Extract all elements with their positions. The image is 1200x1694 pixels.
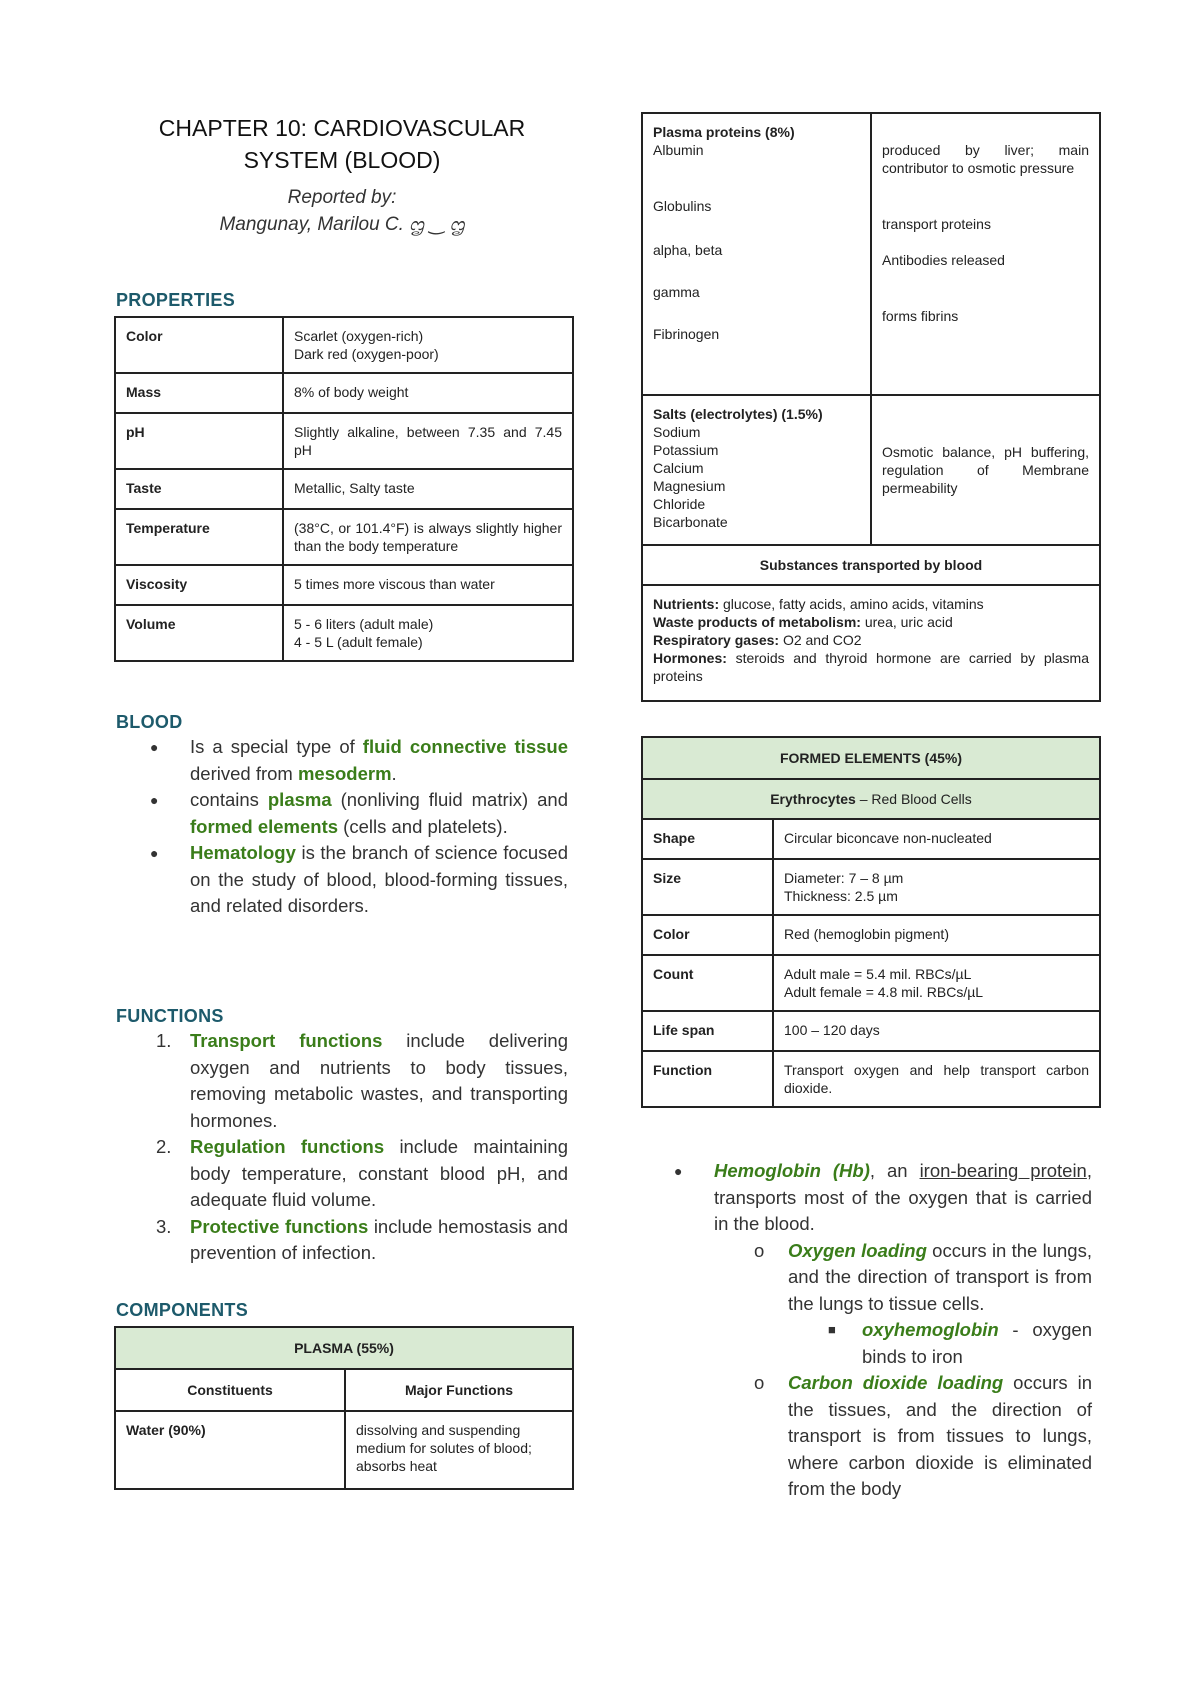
row-label: Function — [642, 1051, 773, 1107]
transported-cell — [642, 585, 1100, 701]
keyword-hematology: Hematology — [190, 842, 296, 863]
plasma-table — [114, 1326, 574, 1490]
page-title — [112, 112, 572, 176]
albumin: Albumin — [653, 142, 704, 158]
gamma: gamma — [653, 284, 700, 300]
nutrients-line — [653, 595, 1089, 613]
fibrinogen-function: forms fibrins — [882, 308, 959, 324]
blood-heading: BLOOD — [116, 712, 183, 732]
globulins: Globulins — [653, 198, 712, 214]
keyword-hemoglobin: Hemoglobin (Hb) — [714, 1160, 870, 1181]
functions-list — [116, 1028, 568, 1267]
row-label: Count — [642, 955, 773, 1011]
text: include maintaining body temperature, constant blood pH, and adequate fluid volume. — [190, 1136, 568, 1210]
row-value: Red (hemoglobin pigment) — [773, 915, 1100, 955]
row-value: 5 - 6 liters (adult male) 4 - 5 L (adult female) — [283, 605, 573, 661]
row-label: pH — [115, 413, 283, 469]
row-label: Volume — [115, 605, 283, 661]
row-value: Diameter: 7 – 8 µm Thickness: 2.5 µm — [773, 859, 1100, 915]
keyword: Protective functions — [190, 1215, 369, 1237]
blood-bullet-3 — [116, 840, 568, 920]
components-heading: COMPONENTS — [116, 1300, 249, 1320]
reporter-block — [112, 184, 572, 238]
text: include hemostasis and prevention of infection. — [190, 1215, 568, 1263]
properties-table — [114, 316, 574, 662]
table-row — [115, 469, 573, 509]
row-value: Adult male = 5.4 mil. RBCs/µL Adult female = 4.8 mil. RBCs/µL — [773, 955, 1100, 1011]
text: (cells and platelets). — [338, 815, 508, 837]
text: . — [391, 762, 397, 784]
table-row — [642, 955, 1100, 1011]
blood-list — [116, 734, 568, 920]
row-label: Life span — [642, 1011, 773, 1051]
text: glucose, fatty acids, amino acids, vitamins — [719, 596, 984, 612]
alpha-beta: alpha, beta — [653, 242, 723, 258]
plasma-continued-table — [641, 112, 1101, 702]
bullet-marker: ● — [150, 739, 159, 755]
water-label: Water (90%) — [115, 1411, 345, 1489]
list-number: 1. — [156, 1030, 172, 1051]
keyword: Transport functions — [190, 1030, 383, 1051]
keyword-formed-elements: formed elements — [190, 815, 339, 837]
function-item-3 — [116, 1214, 568, 1267]
text: occurs in the tissues, and the direction of transport is from tissues to lungs, where carbon dioxide is eliminated from the body — [788, 1372, 1093, 1499]
keyword-fluid-connective-tissue: fluid connective tissue — [362, 736, 568, 757]
text: is the branch of science focused on the study of blood, blood-forming tissues, and related disorders. — [190, 842, 568, 916]
salts-cell — [642, 395, 871, 545]
salts-list: Sodium Potassium Calcium Magnesium Chloride Bicarbonate — [653, 424, 728, 530]
reporter-name: Mangunay, Marilou C. ᦗ ‿ ᦗ — [219, 214, 465, 235]
row-label: Temperature — [115, 509, 283, 565]
erythrocytes-header — [642, 779, 1100, 819]
text: Is a special type of — [190, 736, 363, 757]
table-row — [642, 1051, 1100, 1107]
text: include delivering oxygen and nutrients to body tissues, removing metabolic wastes, and transporting hormones. — [190, 1030, 568, 1131]
text: - oxygen binds to iron — [862, 1319, 1092, 1367]
plasma-proteins-label: Plasma proteins (8%) — [653, 124, 795, 140]
text: derived from — [190, 762, 298, 784]
keyword-oxyhemoglobin: oxyhemoglobin — [862, 1319, 999, 1340]
blood-bullet-1 — [116, 734, 568, 787]
formed-elements-table — [641, 736, 1101, 1108]
plasma-proteins-cell — [642, 113, 871, 395]
keyword-plasma: plasma — [267, 789, 332, 810]
table-row — [115, 317, 573, 373]
hemoglobin-bullet — [640, 1158, 1092, 1238]
label: Nutrients: — [653, 596, 720, 612]
label: Waste products of metabolism: — [653, 614, 861, 630]
bullet-marker: ● — [150, 845, 159, 861]
row-value: Transport oxygen and help transport carbon dioxide. — [773, 1051, 1100, 1107]
row-value: Slightly alkaline, between 7.35 and 7.45 pH — [283, 413, 573, 469]
row-label: Size — [642, 859, 773, 915]
erythrocytes-subtitle: – Red Blood Cells — [855, 791, 972, 807]
table-row — [115, 413, 573, 469]
properties-heading: PROPERTIES — [116, 290, 236, 310]
text: occurs in the lungs, and the direction of transport is from the lungs to tissue cells. — [788, 1239, 1092, 1314]
text: O2 and CO2 — [779, 632, 862, 648]
label: Hormones: — [653, 650, 727, 666]
formed-elements-title: FORMED ELEMENTS (45%) — [642, 737, 1100, 779]
row-value: Scarlet (oxygen-rich) Dark red (oxygen-poor) — [283, 317, 573, 373]
title-line-2: SYSTEM (BLOOD) — [243, 147, 441, 173]
table-row — [115, 373, 573, 413]
list-number: 3. — [156, 1215, 172, 1237]
row-value: 8% of body weight — [283, 373, 573, 413]
label: Respiratory gases: — [653, 632, 780, 648]
text: (nonliving fluid matrix) and — [331, 789, 568, 810]
fibrinogen: Fibrinogen — [653, 326, 720, 342]
waste-line — [653, 613, 1089, 631]
row-label: Viscosity — [115, 565, 283, 605]
col-constituents: Constituents — [115, 1369, 345, 1411]
reported-by-label: Reported by: — [287, 187, 397, 208]
row-value: Metallic, Salty taste — [283, 469, 573, 509]
blood-bullet-2 — [116, 787, 568, 840]
text: steroids and thyroid hormone are carried by plasma proteins — [653, 650, 1089, 684]
sub-bullet-marker: o — [754, 1372, 765, 1393]
resp-line — [653, 631, 1089, 649]
functions-heading: FUNCTIONS — [116, 1006, 224, 1026]
carbon-dioxide-loading-item — [640, 1370, 1092, 1503]
function-item-1 — [116, 1028, 568, 1134]
row-value: 5 times more viscous than water — [283, 565, 573, 605]
oxyhemoglobin-item — [640, 1317, 1092, 1370]
hemoglobin-list — [640, 1158, 1092, 1503]
text: , an — [869, 1160, 920, 1181]
albumin-function: produced by liver; main contributor to osmotic pressure — [882, 142, 1089, 176]
row-label: Color — [115, 317, 283, 373]
transported-title: Substances transported by blood — [642, 545, 1100, 585]
title-line-1: CHAPTER 10: CARDIOVASCULAR — [158, 115, 526, 141]
plasma-title: PLASMA (55%) — [115, 1327, 573, 1369]
list-number: 2. — [156, 1136, 172, 1157]
water-value: dissolving and suspending medium for solutes of blood; absorbs heat — [345, 1411, 573, 1489]
col-major-functions: Major Functions — [345, 1369, 573, 1411]
oxygen-loading-item — [640, 1238, 1092, 1318]
keyword: Regulation functions — [190, 1136, 385, 1157]
table-row — [642, 1011, 1100, 1051]
table-row — [642, 915, 1100, 955]
table-row — [115, 509, 573, 565]
salts-function: Osmotic balance, pH buffering, regulation of Membrane permeability — [871, 395, 1100, 545]
keyword-oxygen-loading: Oxygen loading — [788, 1239, 927, 1261]
iron-bearing-protein: iron-bearing protein — [919, 1160, 1087, 1181]
square-bullet-marker: ■ — [828, 1322, 836, 1337]
row-label: Taste — [115, 469, 283, 509]
keyword-mesoderm: mesoderm — [297, 762, 392, 784]
table-row — [642, 859, 1100, 915]
bullet-marker: ● — [674, 1163, 683, 1179]
erythrocytes-label: Erythrocytes — [770, 791, 856, 807]
row-label: Mass — [115, 373, 283, 413]
bullet-marker: ● — [150, 792, 159, 808]
row-value: Circular biconcave non-nucleated — [773, 819, 1100, 859]
keyword-carbon-dioxide-loading: Carbon dioxide loading — [788, 1372, 1004, 1393]
text: contains — [190, 789, 268, 810]
table-row — [642, 819, 1100, 859]
text: , transports most of the oxygen that is carried in the blood. — [714, 1160, 1092, 1234]
alpha-function: transport proteins — [882, 216, 991, 232]
function-item-2 — [116, 1134, 568, 1214]
row-label: Shape — [642, 819, 773, 859]
row-value: 100 – 120 days — [773, 1011, 1100, 1051]
sub-bullet-marker: o — [754, 1239, 765, 1261]
row-value: (38°C, or 101.4°F) is always slightly higher than the body temperature — [283, 509, 573, 565]
table-row — [115, 565, 573, 605]
text: urea, uric acid — [860, 614, 953, 630]
plasma-proteins-functions — [871, 113, 1100, 395]
gamma-function: Antibodies released — [882, 252, 1005, 268]
hormones-line — [653, 649, 1089, 685]
row-label: Color — [642, 915, 773, 955]
table-row — [115, 605, 573, 661]
salts-label: Salts (electrolytes) (1.5%) — [653, 406, 823, 422]
